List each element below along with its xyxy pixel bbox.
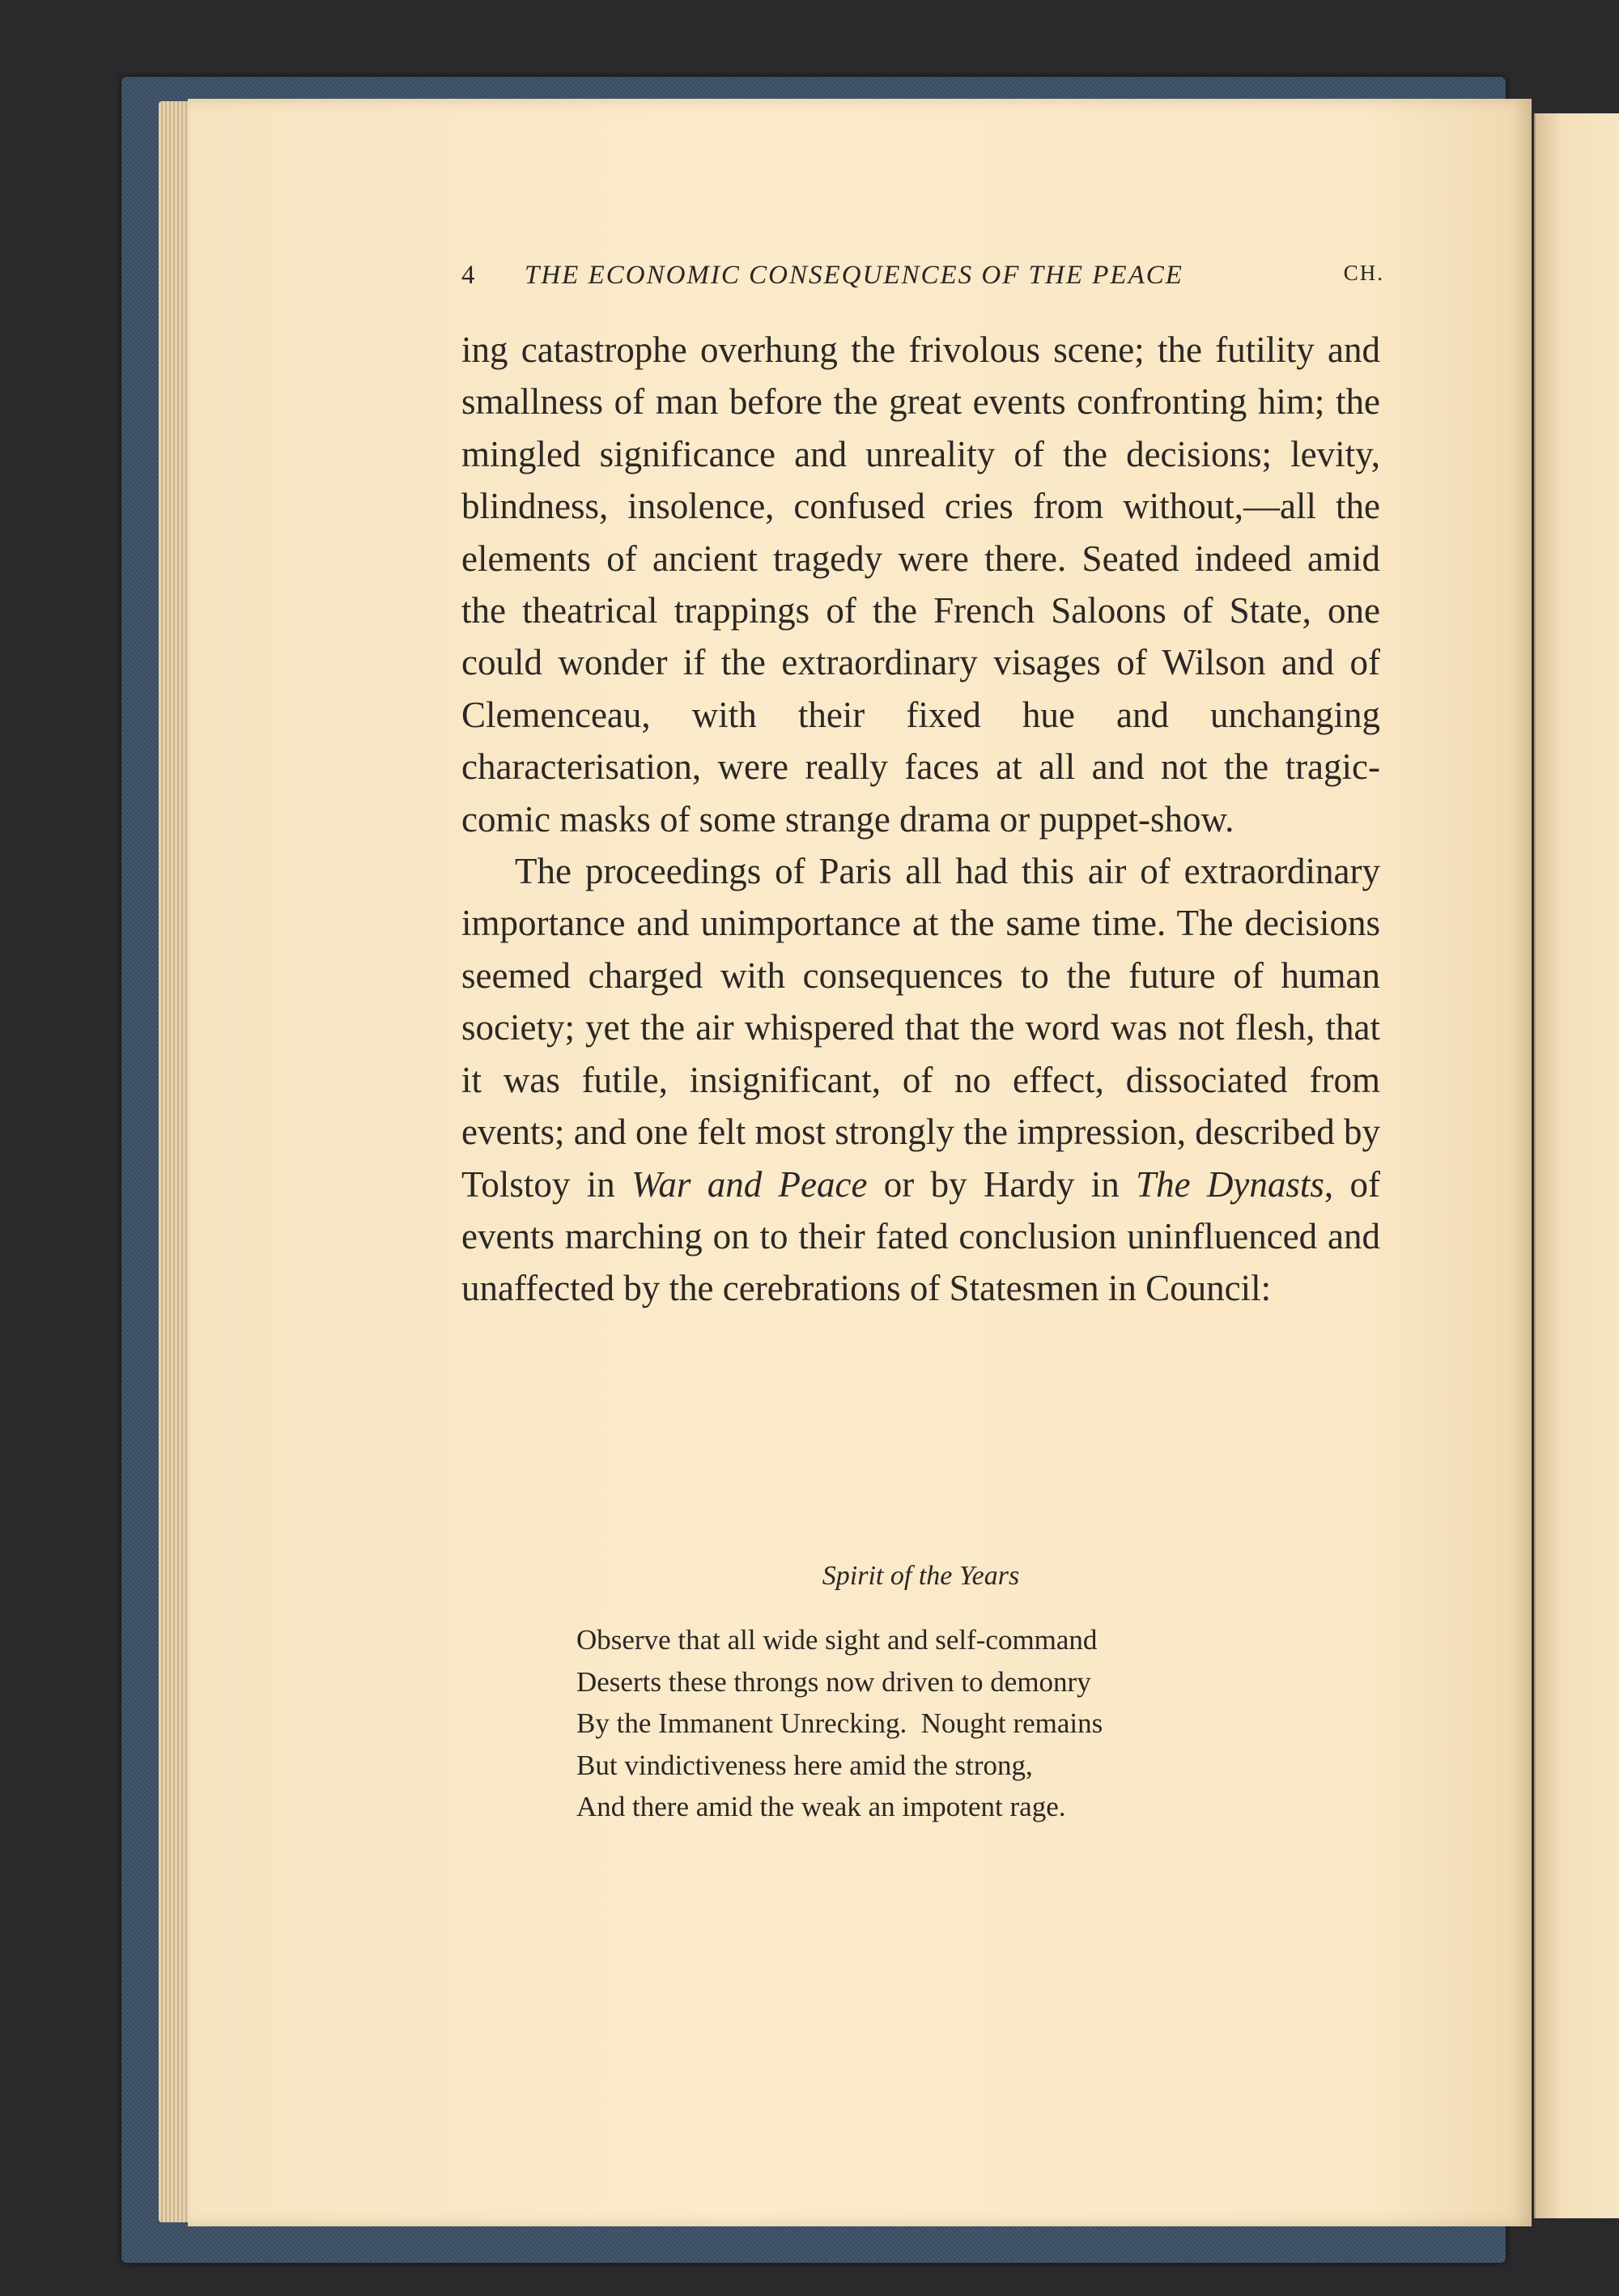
- verse-line: By the Immanent Unrecking. Nought remains: [576, 1707, 1103, 1739]
- paragraph: [461, 845, 1380, 1315]
- verse-line: But vindictiveness here amid the strong,: [576, 1749, 1033, 1781]
- verse-speaker: Spirit of the Years: [822, 1561, 1020, 1591]
- running-head: [461, 261, 1384, 296]
- verse-line: Deserts these throngs now driven to demonry: [576, 1665, 1091, 1698]
- page-number: 4: [461, 261, 475, 290]
- paragraph-text: , of events marching on to their fated conclusion uninfluenced and unaffected by the cerebrations of Statesmen in Council:: [461, 1163, 1380, 1309]
- verse-block: [576, 1619, 1305, 1828]
- verse-line: Observe that all wide sight and self-command: [576, 1624, 1098, 1656]
- page-edges: [159, 101, 191, 2222]
- chapter-marker: CH.: [1343, 261, 1384, 285]
- paragraph-text: The proceedings of Paris all had this air of extraordinary importance and unimportance at the same time. The decisions seemed charged with consequences to the future of human society; yet the air whispered that the word was not flesh, that it was futile, insignificant, of no effect, dissociated from events; and one felt most strongly the impression, described by Tolstoy in: [461, 851, 1380, 1205]
- running-head-title: THE ECONOMIC CONSEQUENCES OF THE PEACE: [525, 261, 1183, 290]
- body-text: [461, 324, 1380, 1315]
- verse-line: And there amid the weak an impotent rage.: [576, 1791, 1066, 1822]
- paragraph: [461, 324, 1380, 845]
- facing-page: [1534, 113, 1619, 2218]
- paragraph-text: ing catastrophe overhung the frivolous scene; the futility and smallness of man before the great events confronting him; the mingled significance and unreality of the decisions; levity, blindness, insolence, confused cries from without,—all the elements of ancient tragedy were there. Seated indeed amid the theatrical trappings of the French Saloons of State, one could wonder if the extraordinary visages of Wilson and of Clemenceau, with their fixed hue and unchanging characterisation, were really faces at all and not the tragic-comic masks of some strange drama or puppet-show.: [461, 330, 1380, 840]
- paragraph-text: or by Hardy in: [867, 1163, 1137, 1205]
- book-title-war-and-peace: War and Peace: [631, 1163, 868, 1205]
- book-title-the-dynasts: The Dynasts: [1136, 1163, 1324, 1205]
